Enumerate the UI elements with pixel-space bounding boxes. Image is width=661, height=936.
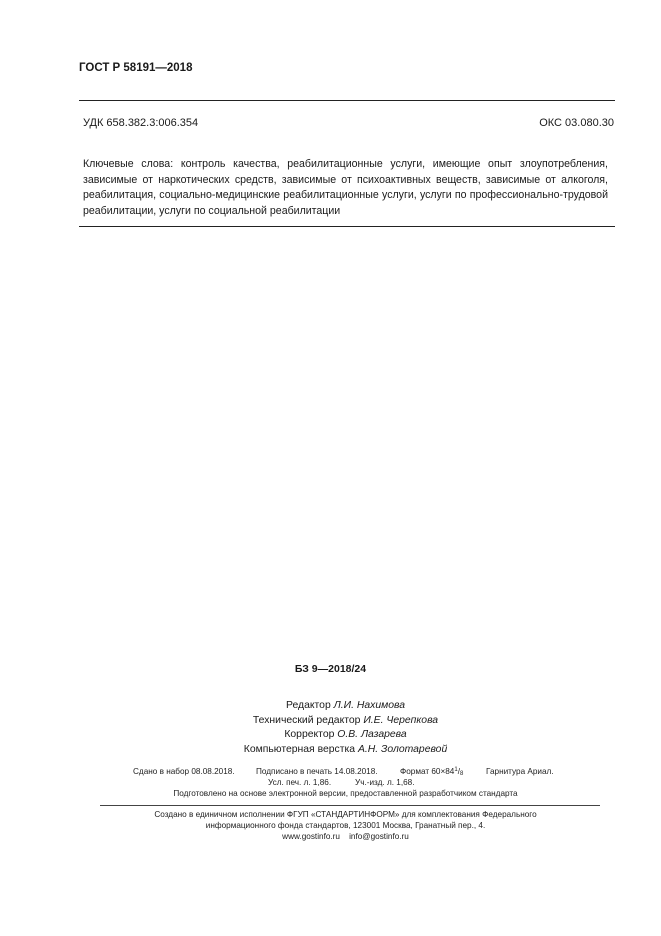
publisher-contacts <box>0 831 661 842</box>
imprint-prepared-note: Подготовлено на основе электронной версии, предоставленной разработчиком стандарта <box>173 789 518 798</box>
imprint-format <box>400 767 463 776</box>
staff-line-editor <box>0 699 661 714</box>
staff-line-layout <box>0 743 661 758</box>
staff-name: А.Н. Золотаревой <box>357 743 448 755</box>
staff-role: Корректор <box>284 729 335 740</box>
imprint-pub-sheets: Уч.-изд. л. 1,68. <box>355 778 415 787</box>
oks-code: ОКС 03.080.30 <box>539 117 614 129</box>
divider-footer <box>100 805 600 806</box>
format-label: Формат 60×84 <box>400 767 455 776</box>
staff-role: Технический редактор <box>252 714 361 726</box>
staff-name: Л.И. Нахимова <box>333 700 405 711</box>
publisher-line-1: Создано в единичном исполнении ФГУП «СТАНДАРТИНФОРМ» для комплектования Федерального <box>154 810 537 819</box>
format-numerator: 1 <box>454 767 458 773</box>
staff-line-tech-editor <box>0 714 661 729</box>
imprint-print-sheets: Усл. печ. л. 1,86. <box>268 778 332 787</box>
format-slash: / <box>457 767 460 776</box>
divider-top <box>79 100 615 101</box>
email-link[interactable]: info@gostinfo.ru <box>349 832 409 841</box>
staff-name: И.Е. Черепкова <box>363 714 439 726</box>
staff-name: О.В. Лазарева <box>337 729 407 740</box>
bz-number: БЗ 9—2018/24 <box>294 663 367 675</box>
keywords-paragraph: Ключевые слова: контроль качества, реабилитационные услуги, имеющие опыт злоупотребления, зависимые от наркотических средств, зависимые от психоактивных веществ, зависимые от алкоголя, реабилитация, социально-медицинские реабилитационные услуги, услуги по профессионально-трудовой реабилитации, услуги по социальной реабилитации <box>83 158 608 217</box>
imprint-typeface: Гарнитура Ариал. <box>486 767 554 776</box>
document-number: ГОСТ Р 58191—2018 <box>79 62 193 74</box>
website-link[interactable]: www.gostinfo.ru <box>282 832 340 841</box>
publisher-line-2: информационного фонда стандартов, 123001 Москва, Гранатный пер., 4. <box>205 821 486 830</box>
imprint-set-date: Сдано в набор 08.08.2018. <box>133 767 235 776</box>
imprint-print-date: Подписано в печать 14.08.2018. <box>256 767 378 776</box>
format-denominator: 8 <box>459 771 464 777</box>
staff-line-proofreader <box>0 728 661 743</box>
staff-role: Компьютерная верстка <box>243 743 356 755</box>
udc-code: УДК 658.382.3:006.354 <box>83 117 199 129</box>
divider-bottom <box>79 226 615 227</box>
staff-role: Редактор <box>286 700 331 711</box>
